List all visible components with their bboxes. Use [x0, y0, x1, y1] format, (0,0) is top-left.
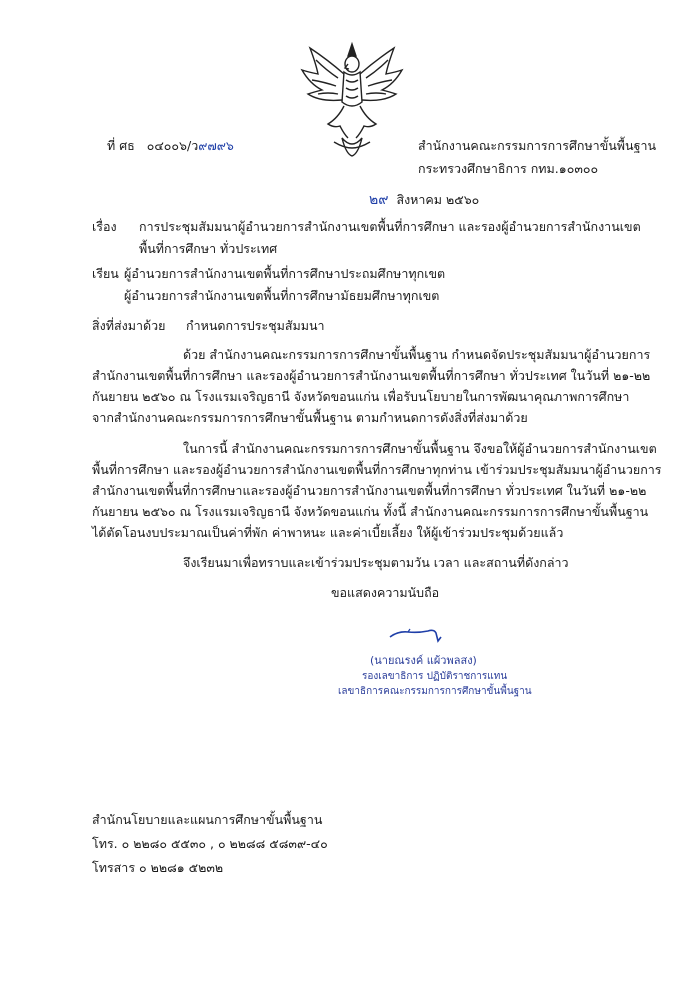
paragraph-3: จึงเรียนมาเพื่อทราบและเข้าร่วมประชุมตามวัน เวลา และสถานที่ดังกล่าว	[183, 555, 569, 570]
recipient-line-2: ผู้อำนวยการสำนักงานเขตพื้นที่การศึกษามัธยมศึกษาทุกเขต	[124, 288, 440, 303]
subject-line-1: การประชุมสัมมนาผู้อำนวยการสำนักงานเขตพื้นที่การศึกษา และรองผู้อำนวยการสำนักงานเขต	[139, 219, 641, 234]
enclosure-label: สิ่งที่ส่งมาด้วย	[92, 318, 166, 333]
paragraph-2-line-1: ในการนี้ สำนักงานคณะกรรมการการศึกษาขั้นพื้นฐาน จึงขอให้ผู้อำนวยการสำนักงานเขต	[183, 441, 657, 456]
footer-phone: โทร. ๐ ๒๒๘๐ ๕๕๓๐ , ๐ ๒๒๘๘ ๕๘๓๙-๔๐	[92, 836, 328, 851]
paragraph-2-line-4: กันยายน ๒๕๖๐ ณ โรงแรมเจริญธานี จังหวัดขอนแก่น ทั้งนี้ สำนักงานคณะกรรมการการศึกษาขั้นพื้นฐาน	[92, 504, 649, 519]
reference-code: ๐๔๐๐๖/ว	[146, 138, 199, 153]
reference-prefix: ที่ ศธ	[107, 138, 135, 153]
letter-date	[369, 189, 479, 211]
paragraph-1-line-2: สำนักงานเขตพื้นที่การศึกษา และรองผู้อำนวยการสำนักงานเขตพื้นที่การศึกษา ทั่วประเทศ ในวันที่ ๒๑-๒๒	[92, 368, 651, 383]
handwritten-signature	[388, 623, 444, 645]
paragraph-1-line-3: กันยายน ๒๕๖๐ ณ โรงแรมเจริญธานี จังหวัดขอนแก่น เพื่อรับนโยบายในการพัฒนาคุณภาพการศึกษา	[92, 389, 630, 404]
subject-label: เรื่อง	[92, 219, 117, 234]
footer-fax: โทรสาร ๐ ๒๒๘๑ ๕๒๓๒	[92, 860, 224, 875]
reference-handwritten: ๙๗๙๖	[198, 138, 234, 153]
date-month-year: สิงหาคม ๒๕๖๐	[396, 192, 480, 207]
paragraph-1-line-4: จากสำนักงานคณะกรรมการการศึกษาขั้นพื้นฐาน ตามกำหนดการดังสิ่งที่ส่งมาด้วย	[92, 410, 528, 425]
subject-line-2: พื้นที่การศึกษา ทั่วประเทศ	[139, 241, 278, 256]
footer-office: สำนักนโยบายและแผนการศึกษาขั้นพื้นฐาน	[92, 812, 323, 827]
date-day-handwritten: ๒๙	[369, 192, 389, 208]
closing: ขอแสดงความนับถือ	[331, 585, 440, 600]
garuda-emblem-icon	[298, 40, 406, 158]
signatory-name: (นายณรงค์ แผ้วพลสง)	[370, 654, 477, 667]
paragraph-1-line-1: ด้วย สำนักงานคณะกรรมการการศึกษาขั้นพื้นฐาน กำหนดจัดประชุมสัมมนาผู้อำนวยการ	[183, 347, 651, 362]
signatory-title-1: รองเลขาธิการ ปฏิบัติราชการแทน	[362, 671, 508, 682]
reference-number	[107, 136, 234, 156]
organization-name: สำนักงานคณะกรรมการการศึกษาขั้นพื้นฐาน	[418, 138, 657, 153]
paragraph-2-line-5: ได้ตัดโอนงบประมาณเป็นค่าที่พัก ค่าพาหนะ และค่าเบี้ยเลี้ยง ให้ผู้เข้าร่วมประชุมด้วยแล้ว	[92, 525, 564, 540]
organization-address: กระทรวงศึกษาธิการ กทม.๑๐๓๐๐	[418, 161, 599, 176]
paragraph-2-line-3: สำนักงานเขตพื้นที่การศึกษาและรองผู้อำนวยการสำนักงานเขตพื้นที่การศึกษา ทั่วประเทศ ในวันที่ ๒๑-๒๒	[92, 483, 647, 498]
recipient-line-1: ผู้อำนวยการสำนักงานเขตพื้นที่การศึกษาประถมศึกษาทุกเขต	[124, 266, 446, 281]
paragraph-2-line-2: พื้นที่การศึกษา และรองผู้อำนวยการสำนักงานเขตพื้นที่การศึกษาทุกท่าน เข้าร่วมประชุมสัมมนาผู้อำนวยการ	[92, 462, 662, 477]
signatory-title-2: เลขาธิการคณะกรรมการการศึกษาขั้นพื้นฐาน	[338, 686, 532, 697]
enclosure-text: กำหนดการประชุมสัมมนา	[186, 318, 325, 333]
recipient-label: เรียน	[92, 266, 119, 281]
